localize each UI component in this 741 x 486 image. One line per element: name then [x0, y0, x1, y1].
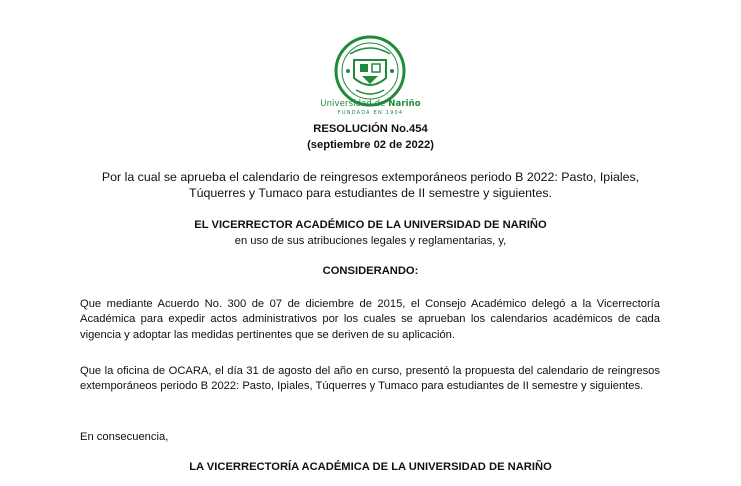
- considering-paragraph-3: En consecuencia,: [80, 431, 169, 443]
- university-name: Universidad de Nariño: [320, 99, 421, 109]
- authority-title: EL VICERRECTOR ACADÉMICO DE LA UNIVERSIDAD DE NARIÑO: [194, 219, 547, 231]
- founded-text: FUNDADA EN 1904: [337, 110, 404, 116]
- considering-paragraph-1: Que mediante Acuerdo No. 300 de 07 de diciembre de 2015, el Consejo Académico delegó a la Vicerrectoría Académica para expedir actos administrativos por los cuales se aprueban los calendarios académicos de cada vigencia y adoptar las medidas pertinentes que se deriven de su aplicación.: [80, 298, 660, 341]
- resolution-subject: [0, 169, 741, 201]
- resolution-number: RESOLUCIÓN No.454: [313, 123, 428, 135]
- resolves-heading: LA VICERRECTORÍA ACADÉMICA DE LA UNIVERSIDAD DE NARIÑO: [189, 461, 552, 473]
- considering-paragraph-2: Que la oficina de OCARA, el día 31 de agosto del año en curso, presentó la propuesta del calendario de reingresos extemporáneos periodo B 2022: Pasto, Ipiales, Túquerres y Tumaco para estudiantes de II semestre y siguientes.: [80, 365, 660, 393]
- resolution-date: (septiembre 02 de 2022): [307, 139, 434, 151]
- subject-line-1: Por la cual se aprueba el calendario de reingresos extemporáneos periodo B 2022: Pasto, Ipiales,: [101, 170, 640, 184]
- authority-powers: en uso de sus atribuciones legales y reglamentarias, y,: [234, 235, 507, 247]
- considering-heading: CONSIDERANDO:: [322, 265, 419, 277]
- subject-line-2: Túquerres y Tumaco para estudiantes de II semestre y siguientes.: [189, 186, 552, 200]
